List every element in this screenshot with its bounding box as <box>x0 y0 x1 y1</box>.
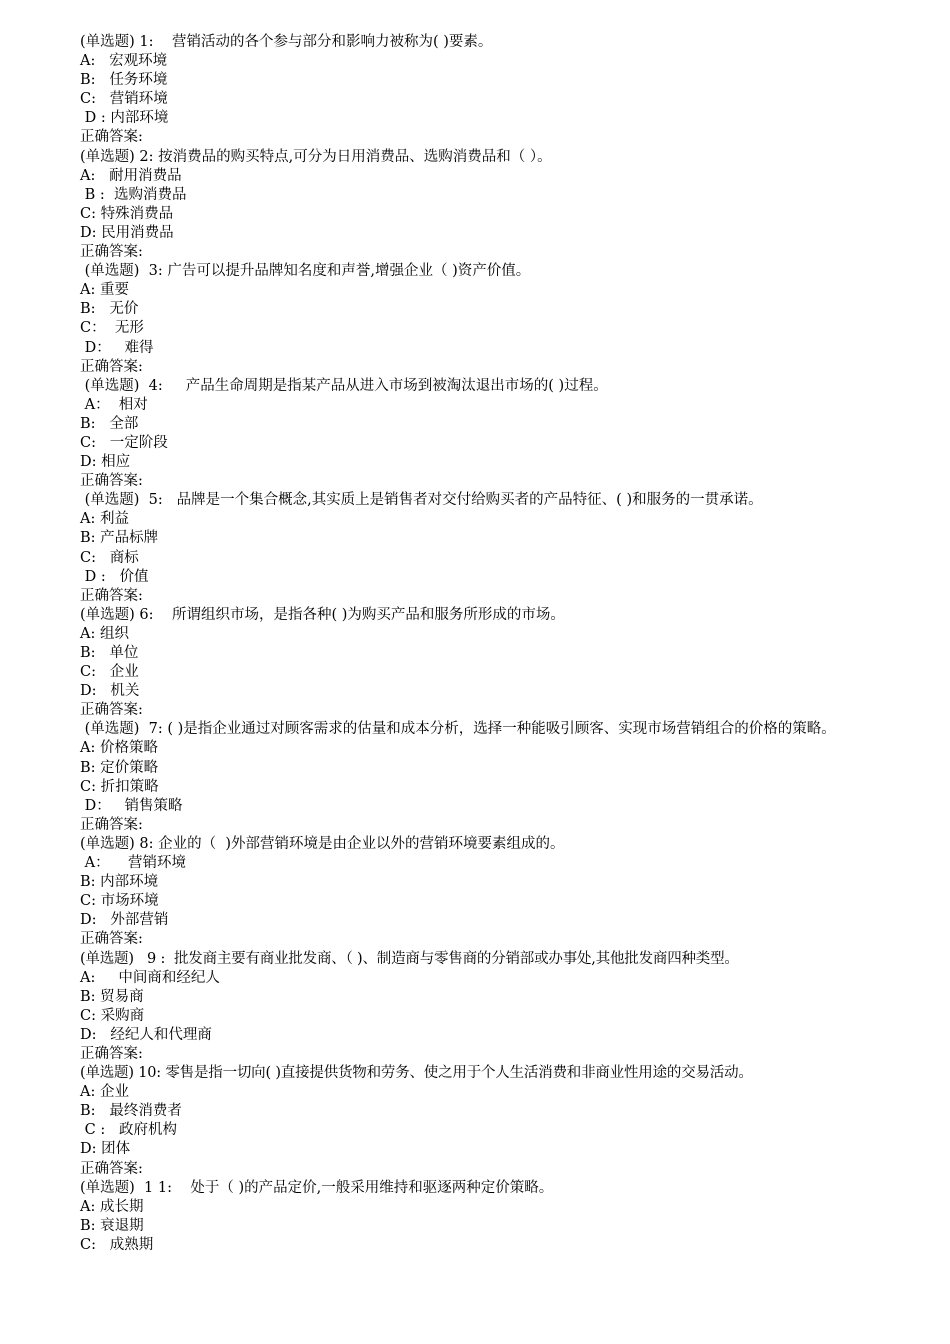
option-c: C： 无形 <box>80 320 144 337</box>
option-a: A: 耐用消费品 <box>80 167 182 184</box>
question-stem: (单选题) 10: 零售是指一切向( )直接提供货物和劳务、使之用于个人生活消费和非商业性用途的交易活动。 <box>80 1065 753 1082</box>
question-block <box>80 262 880 377</box>
option-c: C: 一定阶段 <box>80 434 168 451</box>
option-c: C: 商标 <box>80 549 139 566</box>
answer-label: 正确答案: <box>80 473 143 490</box>
option-a: A: 企业 <box>80 1084 129 1101</box>
option-c: C: 企业 <box>80 664 139 681</box>
option-c: C : 政府机构 <box>80 1122 178 1139</box>
question-stem: (单选题) 3: 广告可以提升品牌知名度和声誉,增强企业（ )资产价值。 <box>80 263 531 280</box>
option-d: D : 内部环境 <box>80 110 169 127</box>
question-block <box>80 1064 880 1179</box>
question-stem: (单选题) 8: 企业的（ )外部营销环境是由企业以外的营销环境要素组成的。 <box>80 835 565 852</box>
option-b: B: 产品标牌 <box>80 530 159 547</box>
question-stem: (单选题) 1 1: 处于（ )的产品定价,一般采用维持和驱逐两种定价策略。 <box>80 1179 554 1196</box>
answer-label: 正确答案: <box>80 702 143 719</box>
question-stem: (单选题) 1: 营销活动的各个参与部分和影响力被称为( )要素。 <box>80 34 493 50</box>
option-b: B: 无价 <box>80 301 139 318</box>
option-a: A: 重要 <box>80 282 129 299</box>
answer-label: 正确答案: <box>80 816 143 833</box>
option-a: A: 成长期 <box>80 1198 144 1215</box>
answer-label: 正确答案: <box>80 1160 143 1177</box>
option-b: B : 选购消费品 <box>80 186 187 203</box>
option-d: D: 经纪人和代理商 <box>80 1026 212 1043</box>
answer-label: 正确答案: <box>80 587 143 604</box>
option-c: C: 营销环境 <box>80 91 168 108</box>
option-d: D: 外部营销 <box>80 912 169 929</box>
option-c: C: 折扣策略 <box>80 778 159 795</box>
question-stem: (单选题) 5: 品牌是一个集合概念,其实质上是销售者对交付给购买者的产品特征、( )和服务的一贯承诺。 <box>80 492 763 509</box>
question-block <box>80 377 880 492</box>
option-b: B: 全部 <box>80 415 139 432</box>
answer-label: 正确答案: <box>80 1045 143 1062</box>
option-d: D: 民用消费品 <box>80 224 174 241</box>
question-block <box>80 33 880 148</box>
option-a: A： 相对 <box>80 396 148 413</box>
option-d: D: 相应 <box>80 454 131 471</box>
option-a: A: 价格策略 <box>80 740 158 757</box>
option-d: D: 团体 <box>80 1141 131 1158</box>
answer-label: 正确答案: <box>80 358 143 375</box>
question-stem: (单选题) 7: ( )是指企业通过对顾客需求的估量和成本分析，选择一种能吸引顾客、实现市场营销组合的价格的策略。 <box>80 721 836 738</box>
option-a: A: 利益 <box>80 511 129 528</box>
question-stem: (单选题) 9 : 批发商主要有商业批发商、（ )、制造商与零售商的分销部或办事处,其他批发商四种类型。 <box>80 950 739 967</box>
option-a: A: 组织 <box>80 625 129 642</box>
option-b: B: 任务环境 <box>80 72 168 89</box>
document-body <box>80 33 880 1255</box>
question-block <box>80 148 880 263</box>
question-stem: (单选题) 6: 所谓组织市场，是指各种( )为购买产品和服务所形成的市场。 <box>80 606 565 623</box>
option-a: A: 中间商和经纪人 <box>80 969 220 986</box>
option-a: A： 营销环境 <box>80 855 187 872</box>
option-c: C: 采购商 <box>80 1007 145 1024</box>
option-c: C: 成熟期 <box>80 1236 154 1253</box>
option-a: A: 宏观环境 <box>80 53 168 70</box>
option-d: D： 难得 <box>80 339 154 356</box>
option-c: C: 市场环境 <box>80 893 159 910</box>
option-b: B: 衰退期 <box>80 1217 144 1234</box>
question-block <box>80 606 880 721</box>
question-block <box>80 720 880 835</box>
option-b: B: 最终消费者 <box>80 1103 182 1120</box>
option-b: B: 贸易商 <box>80 988 144 1005</box>
answer-label: 正确答案: <box>80 129 143 146</box>
option-d: D : 价值 <box>80 568 149 585</box>
question-stem: (单选题) 4: 产品生命周期是指某产品从进入市场到被淘汰退出市场的( )过程。 <box>80 377 608 394</box>
answer-label: 正确答案: <box>80 931 143 948</box>
answer-label: 正确答案: <box>80 244 143 261</box>
question-block <box>80 950 880 1065</box>
question-block <box>80 1179 880 1255</box>
question-block <box>80 491 880 606</box>
option-b: B: 单位 <box>80 645 139 661</box>
option-d: D： 销售策略 <box>80 797 183 814</box>
question-stem: (单选题) 2: 按消费品的购买特点,可分为日用消费品、选购消费品和（ ）。 <box>80 148 552 165</box>
option-c: C: 特殊消费品 <box>80 205 174 222</box>
option-b: B: 内部环境 <box>80 874 159 891</box>
option-b: B: 定价策略 <box>80 759 159 776</box>
option-d: D: 机关 <box>80 683 140 700</box>
question-block <box>80 835 880 950</box>
